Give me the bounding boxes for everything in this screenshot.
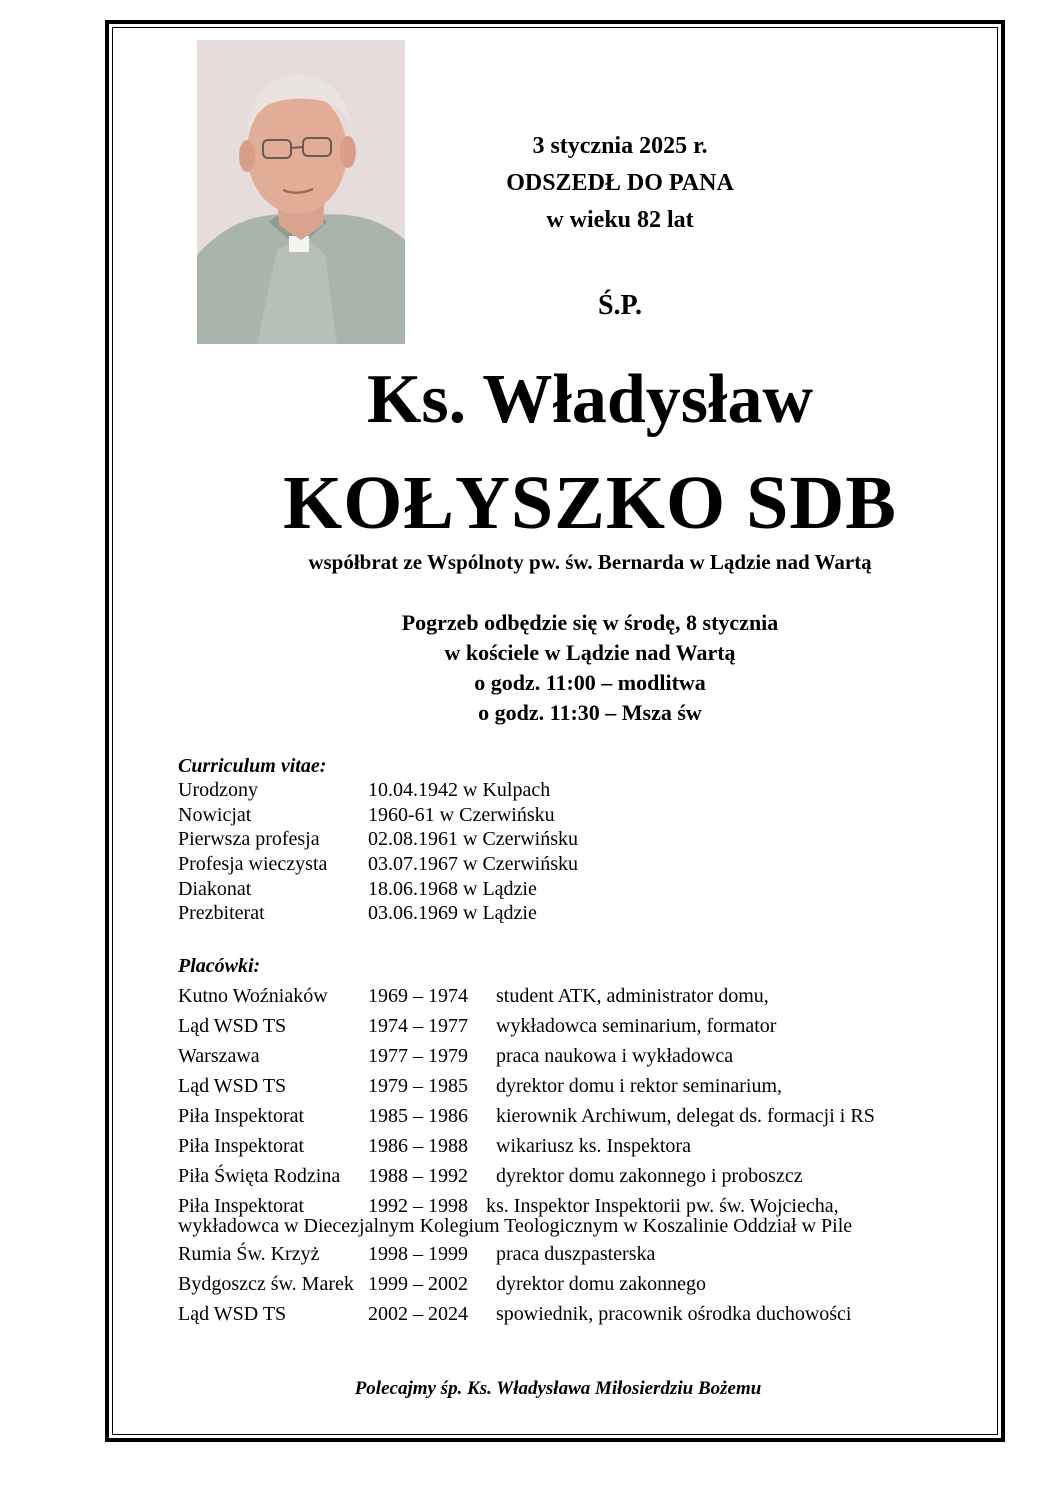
post-years: 1988 – 1992 bbox=[368, 1165, 468, 1187]
post-years: 2002 – 2024 bbox=[368, 1303, 468, 1325]
cv-row bbox=[178, 852, 878, 877]
cv-row bbox=[178, 803, 878, 828]
cv-row bbox=[178, 778, 878, 803]
cv-label: Diakonat bbox=[178, 877, 252, 900]
post-place: Piła Inspektorat bbox=[178, 1195, 305, 1217]
post-place: Ląd WSD TS bbox=[178, 1303, 287, 1325]
age-text: w wieku 82 lat bbox=[546, 207, 694, 233]
post-role: wykładowca seminarium, formator bbox=[496, 1015, 777, 1037]
post-role: praca naukowa i wykładowca bbox=[496, 1045, 734, 1067]
funeral-line: o godz. 11:30 – Msza św bbox=[478, 700, 702, 725]
cv-label: Profesja wieczysta bbox=[178, 853, 328, 876]
cv-value: 03.06.1969 w Lądzie bbox=[368, 902, 537, 925]
cv-row bbox=[178, 877, 878, 902]
cv-value: 02.08.1961 w Czerwińsku bbox=[368, 828, 578, 851]
closing-prayer: Polecajmy śp. Ks. Władysława Miłosierdziu Bożemu bbox=[354, 1378, 762, 1399]
cv-label: Urodzony bbox=[178, 779, 258, 801]
post-row bbox=[178, 1299, 958, 1329]
death-date: 3 stycznia 2025 r. bbox=[532, 133, 708, 159]
cv-label: Prezbiterat bbox=[178, 902, 265, 925]
post-years: 1999 – 2002 bbox=[368, 1273, 468, 1295]
post-row bbox=[178, 1041, 958, 1071]
post-place: Piła Święta Rodzina bbox=[178, 1165, 341, 1187]
post-place: Bydgoszcz św. Marek bbox=[178, 1273, 354, 1295]
posts-title: Placówki: bbox=[178, 955, 261, 977]
post-row bbox=[178, 1011, 958, 1041]
cv-row bbox=[178, 827, 878, 852]
post-years: 1977 – 1979 bbox=[368, 1045, 468, 1067]
post-row bbox=[178, 1071, 958, 1101]
portrait-photo bbox=[197, 40, 405, 344]
post-row bbox=[178, 981, 958, 1011]
post-role: dyrektor domu i rektor seminarium, bbox=[496, 1075, 783, 1097]
posts-table bbox=[178, 981, 958, 1329]
funeral-line: o godz. 11:00 – modlitwa bbox=[474, 670, 706, 695]
post-place: Rumia Św. Krzyż bbox=[178, 1243, 320, 1265]
cv-label: Pierwsza profesja bbox=[178, 828, 320, 851]
post-row bbox=[178, 1131, 958, 1161]
post-place: Kutno Woźniaków bbox=[178, 985, 328, 1007]
post-years: 1992 – 1998 bbox=[368, 1195, 468, 1217]
cv-title: Curriculum vitae: bbox=[178, 755, 327, 777]
post-role: wikariusz ks. Inspektora bbox=[496, 1135, 691, 1157]
post-years: 1985 – 1986 bbox=[368, 1105, 468, 1127]
death-announcement-header bbox=[420, 128, 820, 239]
cv-value: 18.06.1968 w Lądzie bbox=[368, 877, 537, 900]
post-role: dyrektor domu zakonnego i proboszcz bbox=[496, 1165, 803, 1187]
post-years: 1986 – 1988 bbox=[368, 1135, 468, 1157]
post-role: ks. Inspektor Inspektorii pw. św. Wojciecha, bbox=[486, 1195, 839, 1217]
deceased-name-line1: Ks. Władysław bbox=[366, 361, 814, 438]
post-years: 1969 – 1974 bbox=[368, 985, 468, 1007]
post-role: spowiednik, pracownik ośrodka duchowości bbox=[496, 1303, 852, 1325]
post-continuation: wykładowca w Diecezjalnym Kolegium Teologicznym w Koszalinie Oddział w Pile bbox=[178, 1215, 853, 1237]
portrait-illustration bbox=[197, 40, 405, 344]
cv-table bbox=[178, 778, 878, 926]
post-role: praca duszpasterska bbox=[496, 1243, 656, 1265]
funeral-line: w kościele w Lądzie nad Wartą bbox=[444, 640, 736, 665]
post-place: Piła Inspektorat bbox=[178, 1105, 305, 1127]
post-row bbox=[178, 1161, 958, 1191]
sp-abbreviation: Ś.P. bbox=[597, 290, 643, 321]
post-role: kierownik Archiwum, delegat ds. formacji i RS bbox=[496, 1105, 875, 1127]
post-place: Ląd WSD TS bbox=[178, 1075, 287, 1097]
announcement-text: ODSZEDŁ DO PANA bbox=[506, 170, 734, 196]
funeral-info bbox=[290, 608, 890, 728]
post-place: Warszawa bbox=[178, 1045, 260, 1067]
cv-value: 1960-61 w Czerwińsku bbox=[368, 803, 555, 826]
post-role: dyrektor domu zakonnego bbox=[496, 1273, 706, 1295]
cv-label: Nowicjat bbox=[178, 803, 252, 826]
post-years: 1979 – 1985 bbox=[368, 1075, 468, 1097]
cv-value: 10.04.1942 w Kulpach bbox=[368, 779, 551, 801]
post-years: 1998 – 1999 bbox=[368, 1243, 468, 1265]
community-text: współbrat ze Wspólnoty pw. św. Bernarda w Lądzie nad Wartą bbox=[308, 550, 872, 574]
deceased-name-line2: KOŁYSZKO SDB bbox=[283, 461, 897, 545]
funeral-line: Pogrzeb odbędzie się w środę, 8 stycznia bbox=[401, 610, 779, 635]
post-place: Ląd WSD TS bbox=[178, 1015, 287, 1037]
post-role: student ATK, administrator domu, bbox=[496, 985, 769, 1007]
post-row bbox=[178, 1269, 958, 1299]
cv-row bbox=[178, 901, 878, 926]
post-place: Piła Inspektorat bbox=[178, 1135, 305, 1157]
post-row bbox=[178, 1239, 958, 1269]
post-years: 1974 – 1977 bbox=[368, 1015, 468, 1037]
post-row bbox=[178, 1101, 958, 1131]
cv-value: 03.07.1967 w Czerwińsku bbox=[368, 853, 578, 876]
